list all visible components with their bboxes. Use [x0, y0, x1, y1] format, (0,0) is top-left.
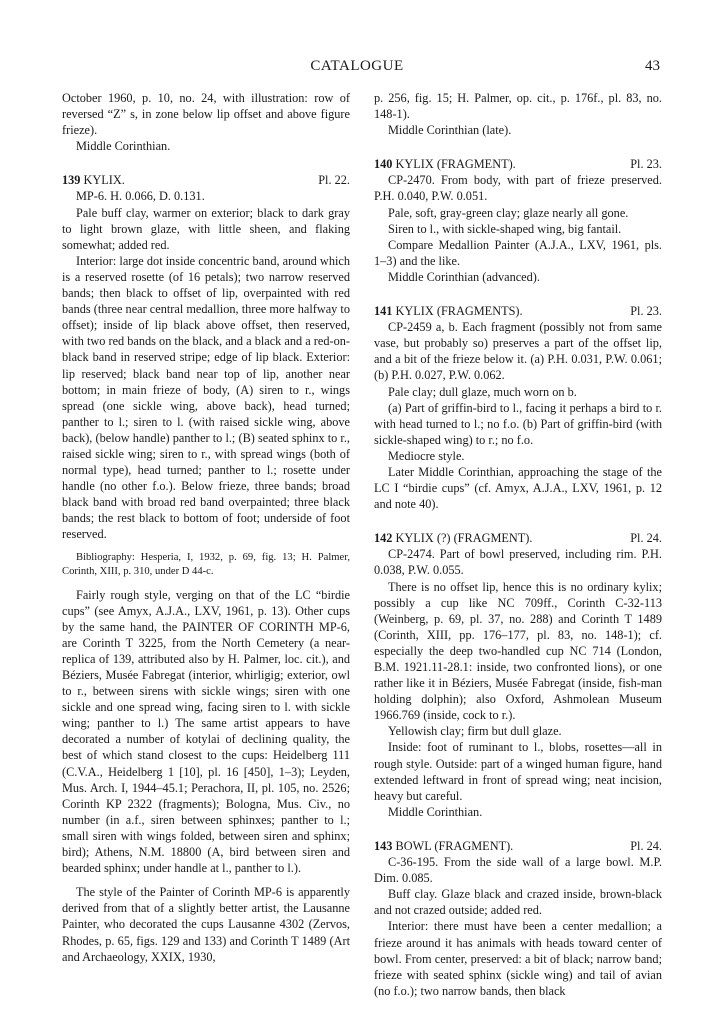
fabric-description: Pale clay; dull glaze, much worn on b.	[388, 384, 577, 399]
decoration-description: Inside: foot of ruminant to l., blobs, rosettes—all in rough style. Outside: part of a winged human figure, hand extended leftward in front of spread wing; neat incision, heavy but careful.	[374, 740, 662, 803]
discussion-paragraph: The style of the Painter of Corinth MP-6 is apparently derived from that of a slightly better artist, the Lausanne Painter, who decorated the cups Lausanne 4302 (Zervos, Rhodes, p. 65, figs. 129 and 133) and Corinth T 1489 (Art and Archaeology, XXIX, 1930,	[62, 885, 350, 964]
entry-title: KYLIX (?) (FRAGMENT).	[395, 531, 533, 546]
decoration-description: (a) Part of griffin-bird to l., facing it perhaps a bird to r. with head turned to l.; no f.o. (b) Part of griffin-bird (with sickle-shaped wing) to r.; no f.o.	[374, 400, 662, 447]
entry-title: KYLIX (FRAGMENTS).	[395, 304, 523, 319]
entry-number: 140	[374, 157, 393, 172]
discussion-paragraph: There is no offset lip, hence this is no ordinary kylix; possibly a cup like NC 709ff., Corinth C-32-113 (Weinberg, p. 69, pl. 37, no. 288) and Corinth T 1489 (Corinth, XIII, pp. 176–177, pl. 83, no. 148-1); cf. especially the deep two-handled cup NC 714 (London, B.M. 1921.11-28.1: inside, two confronted lions), or one rather like it in Béziers, Musée Fabregat (inside, fish-man holding dolphin); also Oxford, Ashmolean Museum 1966.769 (inside, cock to r.).	[374, 579, 662, 723]
style-note: Mediocre style.	[388, 448, 465, 463]
decoration-description: Interior: large dot inside concentric band, around which is a reserved rosette (of 16 petals); two narrow reserved bands; then black to offset of lip, overpainted with red bands (three near central medallion, three more halfway to offset); inside of lip black above offset, then reserved, with two red bands on the black, and a black and a red-on-black band in reserved stripe; edge of lip black. Exterior: lip reserved; black band near top of lip, another near bottom; in main frieze of body, (A) siren to r., wings spread (one sickle wing, above back), head turned; panther to l.; siren to l. (with raised sickle wing, above back), (below handle) panther to l.; (B) seated sphinx to r., raised sickle wing; siren to r., with spread wings (both of normal type), head turned; panther to l.; rosette under handle (no other f.o.). Below frieze, three bands; broad black band with broad red band overpainted; three black bands; the rest black to bottom of foot; underside of foot reserved.	[62, 253, 350, 542]
left-column	[62, 90, 350, 965]
entry-title: KYLIX.	[83, 173, 125, 188]
decoration-description: Interior: there must have been a center medallion; a frieze around it has animals with heads toward center of bowl. From center, preserved: a bit of black; narrow band; frieze with seated sphinx (sickle wing) and tail of avian (no f.o.); two narrow bands, then black	[374, 919, 662, 998]
continued-paragraph: October 1960, p. 10, no. 24, with illustration: row of reversed “Z” s, in zone below lip offset and above figure frieze).	[62, 91, 350, 138]
entry-title: KYLIX (FRAGMENT).	[395, 157, 516, 172]
fabric-description: Pale buff clay, warmer on exterior; black to dark gray to light brown glaze, with little sheen, and flaking somewhat; added red.	[62, 205, 350, 252]
entry-heading-143	[374, 838, 662, 854]
page-header	[0, 58, 714, 80]
entry-number: 141	[374, 304, 393, 319]
entry-title: BOWL (FRAGMENT).	[395, 838, 514, 853]
style-note: Middle Corinthian.	[388, 804, 483, 819]
inventory-dimensions: MP-6. H. 0.066, D. 0.131.	[76, 189, 205, 204]
entry-heading-142	[374, 530, 662, 546]
inventory-dimensions: CP-2470. From body, with part of frieze preserved. P.H. 0.040, P.W. 0.051.	[374, 173, 662, 204]
style-note: Middle Corinthian (advanced).	[388, 269, 540, 284]
entry-heading-141	[374, 303, 662, 319]
right-column	[374, 90, 662, 999]
style-note: Middle Corinthian.	[76, 139, 171, 154]
dating-note: Later Middle Corinthian, approaching the stage of the LC I “birdie cups” (cf. Amyx, A.J.A., LXV, 1961, p. 12 and note 40).	[374, 464, 662, 512]
comparison-note: Compare Medallion Painter (A.J.A., LXV, 1961, pls. 1–3) and the like.	[374, 237, 662, 268]
decoration-description: Siren to l., with sickle-shaped wing, big fantail.	[388, 221, 622, 236]
style-note: Middle Corinthian (late).	[388, 123, 512, 138]
entry-heading-140	[374, 156, 662, 172]
page-number: 43	[645, 58, 660, 74]
fabric-description: Buff clay. Glaze black and crazed inside, brown-black and not crazed outside; added red.	[374, 887, 662, 918]
entry-heading-139	[62, 172, 350, 188]
inventory-dimensions: CP-2474. Part of bowl preserved, including rim. P.H. 0.038, P.W. 0.055.	[374, 547, 662, 578]
discussion-paragraph: Fairly rough style, verging on that of the LC “birdie cups” (see Amyx, A.J.A., LXV, 1961, p. 13). Other cups by the same hand, the PAINTER OF CORINTH MP-6, are Corinth T 3225, from the North Cemetery (a near-replica of 139, attributed also by H. Palmer, loc. cit.), and Béziers, Musée Fabregat (interior, whirligig; exterior, owl to r., between sirens with sickle wings; siren with one sickle and one spread wing, facing siren to l. with sickle wing; panther to l.) The same artist appears to have decorated a number of kotylai of declining quality, the best of which stand closest to the cups: Heidelberg 111 (C.V.A., Heidelberg 1 [10], pl. 16 [450], 1–3); Leyden, Mus. Arch. I, 1944–45.1; Perachora, II, pl. 105, no. 2526; Corinth KP 2322 (fragments); Bologna, Mus. Civ., no number (in a.f., siren between sphinxes; panther to l.; small siren with wings folded, between siren and sphinx; bird); Athens, N.M. 18800 (A, bird between siren and bearded sphinx; under handle at l., panther to l.).	[62, 587, 350, 876]
entry-number: 143	[374, 838, 393, 853]
plate-reference: Pl. 24.	[630, 838, 662, 853]
inventory-dimensions: CP-2459 a, b. Each fragment (possibly not from same vase, but probably so) preserves a part of the offset lip, and a bit of the frieze below it. (a) P.H. 0.031, P.W. 0.061; (b) P.H. 0.027, P.W. 0.062.	[374, 320, 662, 383]
plate-reference: Pl. 23.	[630, 304, 662, 319]
continued-paragraph: p. 256, fig. 15; H. Palmer, op. cit., p. 176f., pl. 83, no. 148-1).	[374, 91, 662, 122]
plate-reference: Pl. 23.	[630, 157, 662, 172]
running-title: CATALOGUE	[310, 58, 404, 74]
entry-number: 142	[374, 531, 393, 546]
plate-reference: Pl. 24.	[630, 531, 662, 546]
inventory-dimensions: C-36-195. From the side wall of a large bowl. M.P. Dim. 0.085.	[374, 855, 662, 886]
fabric-description: Pale, soft, gray-green clay; glaze nearly all gone.	[388, 205, 629, 220]
plate-reference: Pl. 22.	[318, 173, 350, 188]
fabric-description: Yellowish clay; firm but dull glaze.	[388, 724, 562, 739]
bibliography: Bibliography: Hesperia, I, 1932, p. 69, fig. 13; H. Palmer, Corinth, XIII, p. 310, under D 44-c.	[62, 551, 350, 577]
entry-number: 139	[62, 173, 81, 188]
